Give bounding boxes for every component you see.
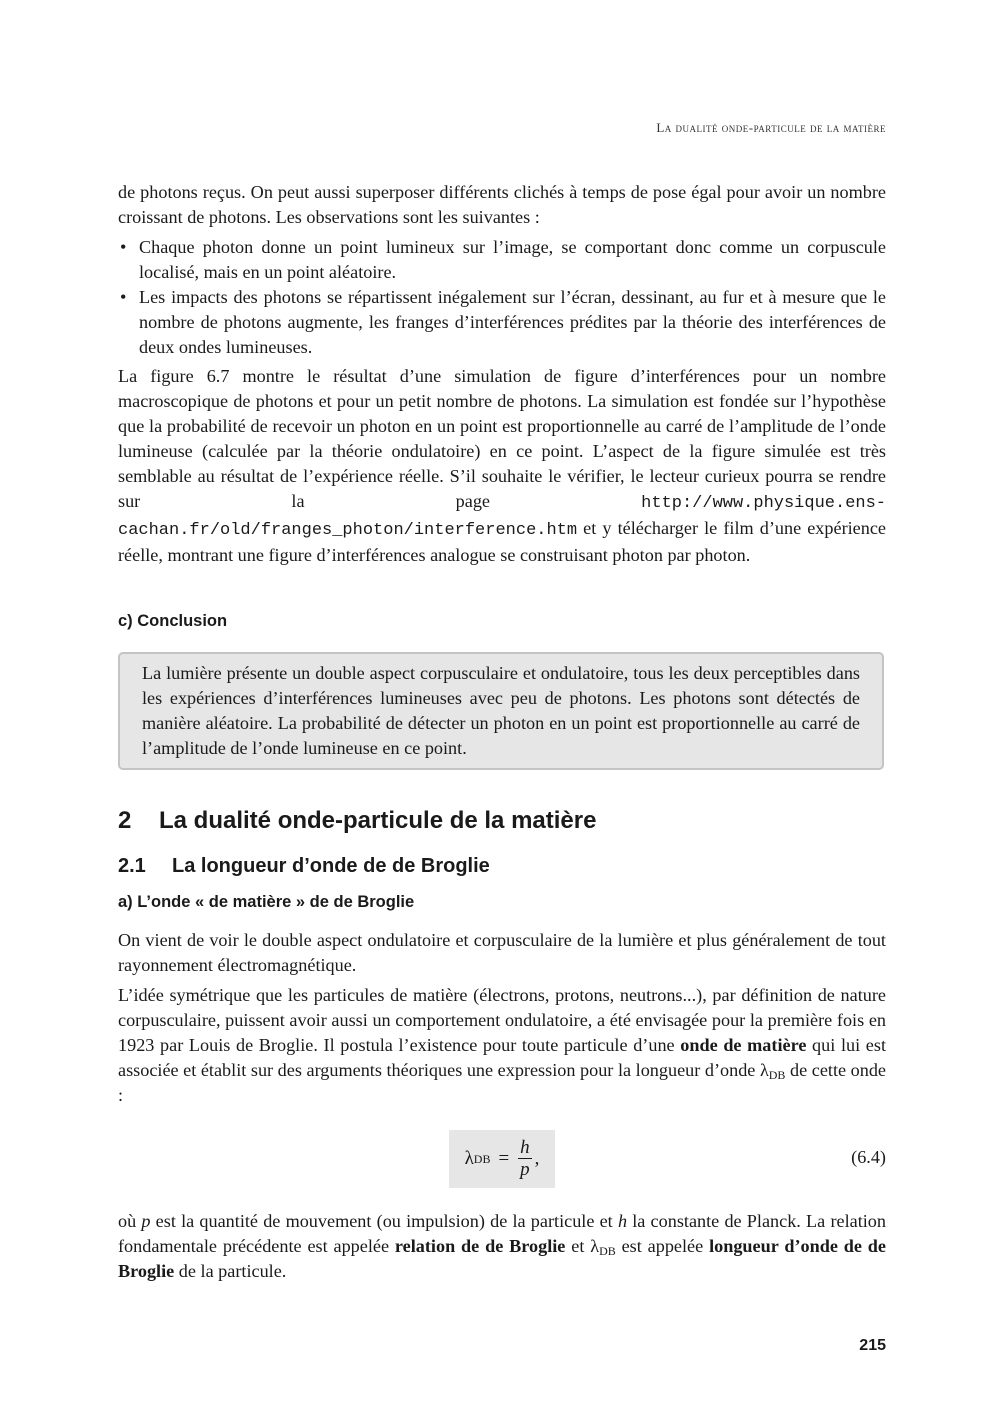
list-item: • Chaque photon donne un point lumineux sur l’image, se comportant donc comme un corpuscule localisé, mais en un point aléatoire.: [118, 235, 886, 285]
bold-term: relation de de Broglie: [394, 1236, 566, 1256]
list-item: • Les impacts des photons se répartissent inégalement sur l’écran, dessinant, au fur et à mesure que le nombre de photons augmente, les franges d’interférences prédites par la théorie des interférences de deux ondes lumineuses.: [118, 285, 886, 360]
numerator: h: [520, 1136, 530, 1158]
text-segment: de la particule.: [174, 1261, 287, 1281]
subsection-number: 2.1: [118, 855, 146, 877]
body-block-2: [118, 928, 886, 1108]
text-segment: la constante de Planck. La relation fondamentale précédente est appelée: [118, 1211, 886, 1256]
body-block-3: [118, 1209, 886, 1284]
observations-list: [118, 235, 886, 360]
intro-block: [118, 180, 886, 568]
variable-h: h: [617, 1211, 628, 1231]
text-segment: La figure 6.7 montre le résultat d’une simulation de figure d’interférences pour un nombre macroscopique de photons et pour un petit nombre de photons. La simulation est fondée sur l’hypothèse que la probabilité de recevoir un photon en un point est proportionnelle au carré de l’amplitude de l’onde lumineuse (calculée par la théorie ondulatoire) en ce point. L’aspect de la figure simulée est très semblable au résultat de l’expérience réelle. S’il souhaite le vérifier, le lecteur curieux pourra se rendre sur la page: [118, 366, 886, 511]
bold-term: onde de matière: [680, 1035, 807, 1055]
lambda-symbol: λ: [759, 1060, 769, 1080]
body-paragraph-2: [118, 983, 886, 1108]
section-title-text: La dualité onde-particule de la matière: [159, 807, 597, 834]
text-segment: est appelée: [615, 1236, 710, 1256]
text-segment: de cette onde :: [118, 1060, 886, 1105]
url-link[interactable]: http://www.physique.ens-cachan.fr/old/franges_photon/interference.htm: [118, 494, 886, 540]
section-title: [118, 807, 596, 835]
section-number: 2: [118, 807, 132, 834]
subsection-title-text: La longueur d’onde de de Broglie: [172, 855, 490, 877]
text-segment: qui lui est associée et établit sur des arguments théoriques une expression pour la longueur d’onde: [118, 1035, 887, 1080]
subsection-title: [118, 855, 490, 878]
equation-comma: ,: [534, 1148, 540, 1169]
page-number: 215: [859, 1337, 886, 1354]
body-paragraph-3: [118, 1209, 886, 1284]
running-header: La dualité onde-particule de la matière: [656, 120, 886, 135]
text-segment: et: [565, 1236, 591, 1256]
equation: λ DB = $\frac{h}{p}$ ,: [464, 1136, 540, 1180]
equals-sign: =: [498, 1148, 510, 1169]
lambda-symbol: λ: [464, 1148, 474, 1169]
body-paragraph-1: On vient de voir le double aspect ondulatoire et corpusculaire de la lumière et plus généralement de tout rayonnement électromagnétique.: [118, 930, 886, 975]
intro-paragraph-1: de photons reçus. On peut aussi superposer différents clichés à temps de pose égal pour avoir un nombre croissant de photons. Les observations sont les suivantes :: [118, 182, 886, 227]
variable-p: p: [141, 1211, 151, 1231]
text-segment: L’idée symétrique que les particules de matière (électrons, protons, neutrons...), par définition de nature corpusculaire, puissent avoir aussi un comportement ondulatoire, a été envisagée pour la première fois en 1923 par Louis de Broglie. Il postula l’existence pour toute particule d’une: [118, 985, 886, 1055]
lambda-subscript: DB: [768, 1068, 786, 1082]
lambda-symbol: λ: [590, 1236, 600, 1256]
conclusion-text: La lumière présente un double aspect corpusculaire et ondulatoire, tous les deux perceptibles dans les expériences d’interférences lumineuses avec peu de photons. Les photons sont détectés de manière aléatoire. La probabilité de détecter un photon en un point est proportionnelle au carré de l’amplitude de l’onde lumineuse en ce point.: [142, 663, 860, 758]
fraction: [517, 1138, 533, 1181]
text-segment: et y télécharger le film d’une expérience réelle, montrant une figure d’interférences analogue se construisant photon par photon.: [118, 518, 886, 565]
lambda-subscript: DB: [599, 1244, 616, 1258]
equation-number: (6.4): [851, 1147, 886, 1167]
conclusion-box: [118, 652, 884, 770]
intro-paragraph-2: [118, 364, 886, 568]
subsubsection-title: a) L’onde « de matière » de de Broglie: [118, 893, 415, 911]
conclusion-heading: c) Conclusion: [118, 612, 228, 630]
text-segment: où: [118, 1211, 142, 1231]
text-segment: est la quantité de mouvement (ou impulsion) de la particule et: [150, 1211, 618, 1231]
denominator: p: [520, 1158, 530, 1180]
bold-term: longueur d’onde de de Broglie: [118, 1236, 886, 1281]
